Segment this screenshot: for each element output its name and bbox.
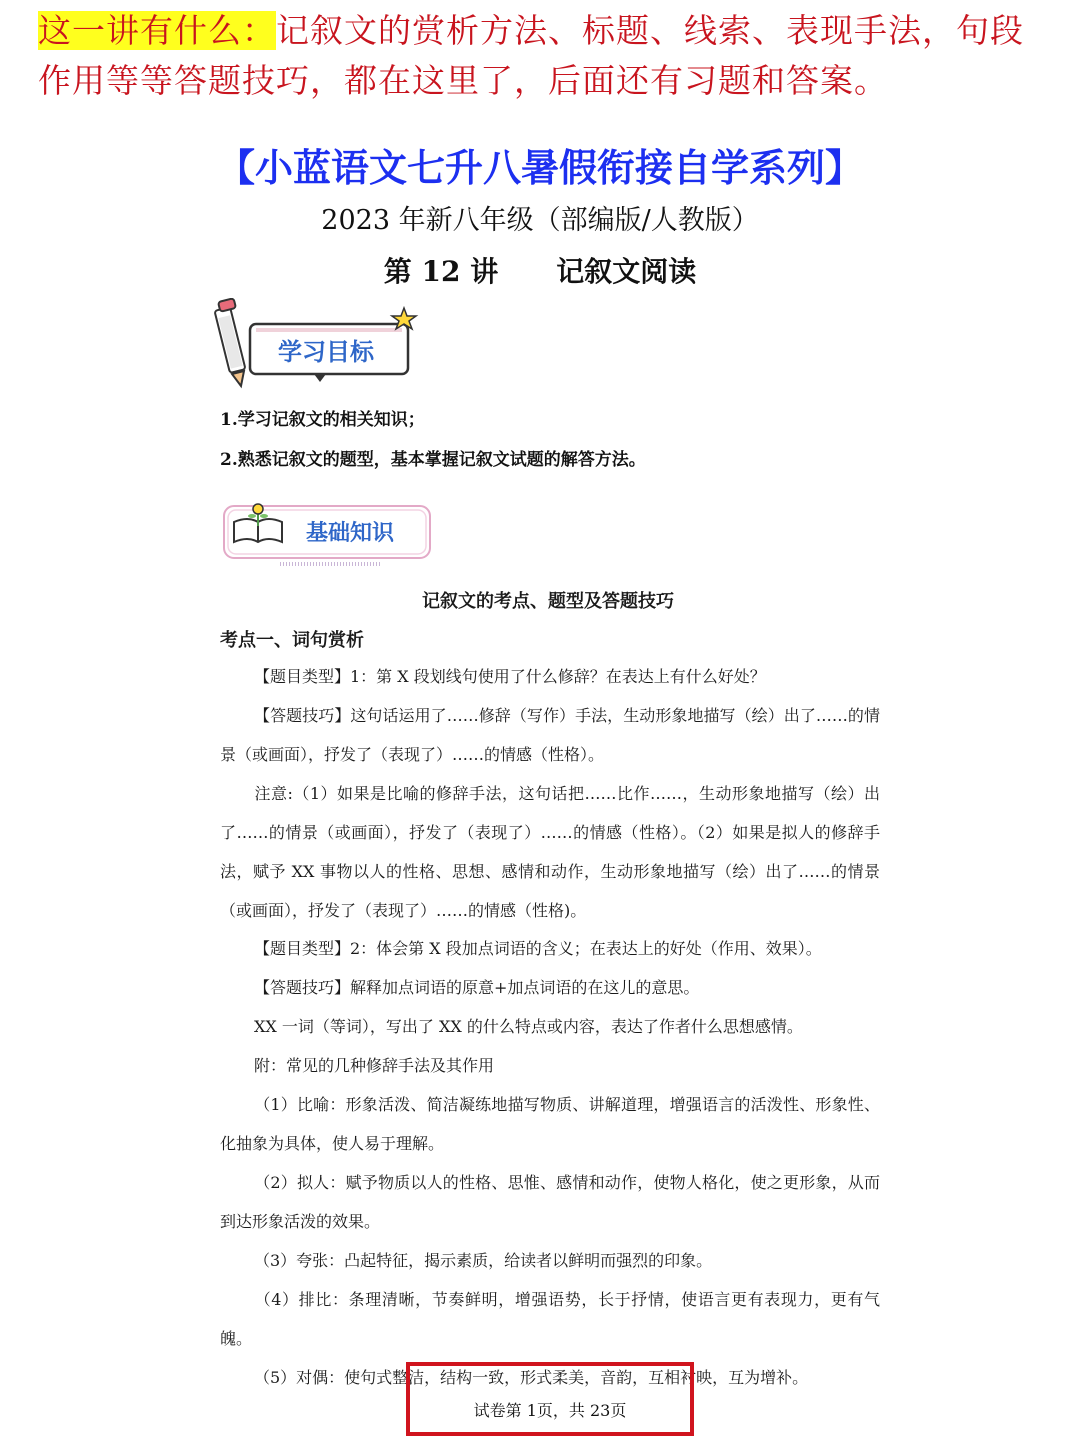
paragraph-text: 【答题技巧】解释加点词语的原意+加点词语的在这儿的意思。 xyxy=(254,978,700,997)
goal-item: 1.学习记叙文的相关知识； xyxy=(220,410,425,430)
basics-badge-label: 基础知识 xyxy=(305,521,395,546)
paragraph xyxy=(220,968,880,1007)
paragraph xyxy=(220,657,880,696)
paragraph-text: （4）排比：条理清晰，节奏鲜明，增强语势，长于抒情，使语言更有表现力，更有气魄。 xyxy=(220,1290,880,1348)
key-point-heading: 考点一、词句赏析 xyxy=(220,630,364,651)
paragraph xyxy=(220,1280,880,1358)
paragraph xyxy=(220,1163,880,1241)
paragraph-text: （3）夸张：凸起特征，揭示素质，给读者以鲜明而强烈的印象。 xyxy=(254,1251,713,1270)
paragraph-text: 【答题技巧】这句话运用了……修辞（写作）手法，生动形象地描写（绘）出了……的情景（或画面），抒发了（表现了）……的情感（性格）。 xyxy=(220,706,880,764)
paragraph-text: （2）拟人：赋予物质以人的性格、思惟、感情和动作，使物人格化，使之更形象，从而到达形象活泼的效果。 xyxy=(220,1173,880,1231)
basic-knowledge-badge xyxy=(220,500,434,570)
lesson-number: 第 12 讲 xyxy=(383,255,499,288)
pencil-icon xyxy=(214,298,245,386)
goal-item: 2.熟悉记叙文的题型，基本掌握记叙文试题的解答方法。 xyxy=(220,450,646,470)
paragraph xyxy=(220,1007,880,1046)
lesson-name: 记叙文阅读 xyxy=(556,255,697,288)
paragraph xyxy=(220,774,880,930)
paragraph-text: 注意:（1）如果是比喻的修辞手法，这句话把……比作……，生动形象地描写（绘）出了……的情景（或画面），抒发了（表现了）……的情感（性格）。（2）如果是拟人的修辞手法，赋予 XX 事物以人的性格、思想、感情和动作，生动形象地描写（绘）出了……的情景（或画面），抒发了（表现了）……的情感（性格)。 xyxy=(220,784,880,920)
series-banner: 【小蓝语文七升八暑假衔接自学系列】 xyxy=(216,146,863,190)
paragraph-text: 【题目类型】2：体会第 X 段加点词语的含义；在表达上的好处（作用、效果）。 xyxy=(254,939,822,958)
section-title: 记叙文的考点、题型及答题技巧 xyxy=(422,591,674,612)
intro-highlight: 这一讲有什么： xyxy=(38,11,276,50)
paragraph-text: XX 一词（等词），写出了 XX 的什么特点或内容，表达了作者什么思想感情。 xyxy=(254,1017,803,1036)
grade-subtitle: 2023 年新八年级（部编版/人教版） xyxy=(321,205,759,236)
lesson-title xyxy=(0,250,1080,290)
paragraph-text: （1）比喻：形象活泼、简洁凝练地描写物质、讲解道理，增强语言的活泼性、形象性、化抽象为具体，使人易于理解。 xyxy=(220,1095,880,1153)
paragraph xyxy=(220,1085,880,1163)
paragraph-text: 【题目类型】1：第 X 段划线句使用了什么修辞？在表达上有什么好处？ xyxy=(254,667,766,686)
intro-text xyxy=(38,6,1048,106)
learning-goals-badge xyxy=(214,298,420,390)
paragraph xyxy=(220,1241,880,1280)
paragraph xyxy=(220,929,880,968)
paragraph-text: （5）对偶：使句式整洁，结构一致，形式柔美，音韵，互相衬映，互为增补。 xyxy=(254,1368,809,1387)
intro-body: 记叙文的赏析方法、标题、线索、表现手法，句段作用等等答题技巧，都在这里了，后面还有习题和答案。 xyxy=(38,11,1024,100)
paragraph-text: 附：常见的几种修辞手法及其作用 xyxy=(254,1056,495,1075)
paragraph xyxy=(220,696,880,774)
page-number: 试卷第 1页，共 23页 xyxy=(473,1401,627,1420)
paragraph xyxy=(220,1046,880,1085)
goals-badge-label: 学习目标 xyxy=(278,338,374,366)
